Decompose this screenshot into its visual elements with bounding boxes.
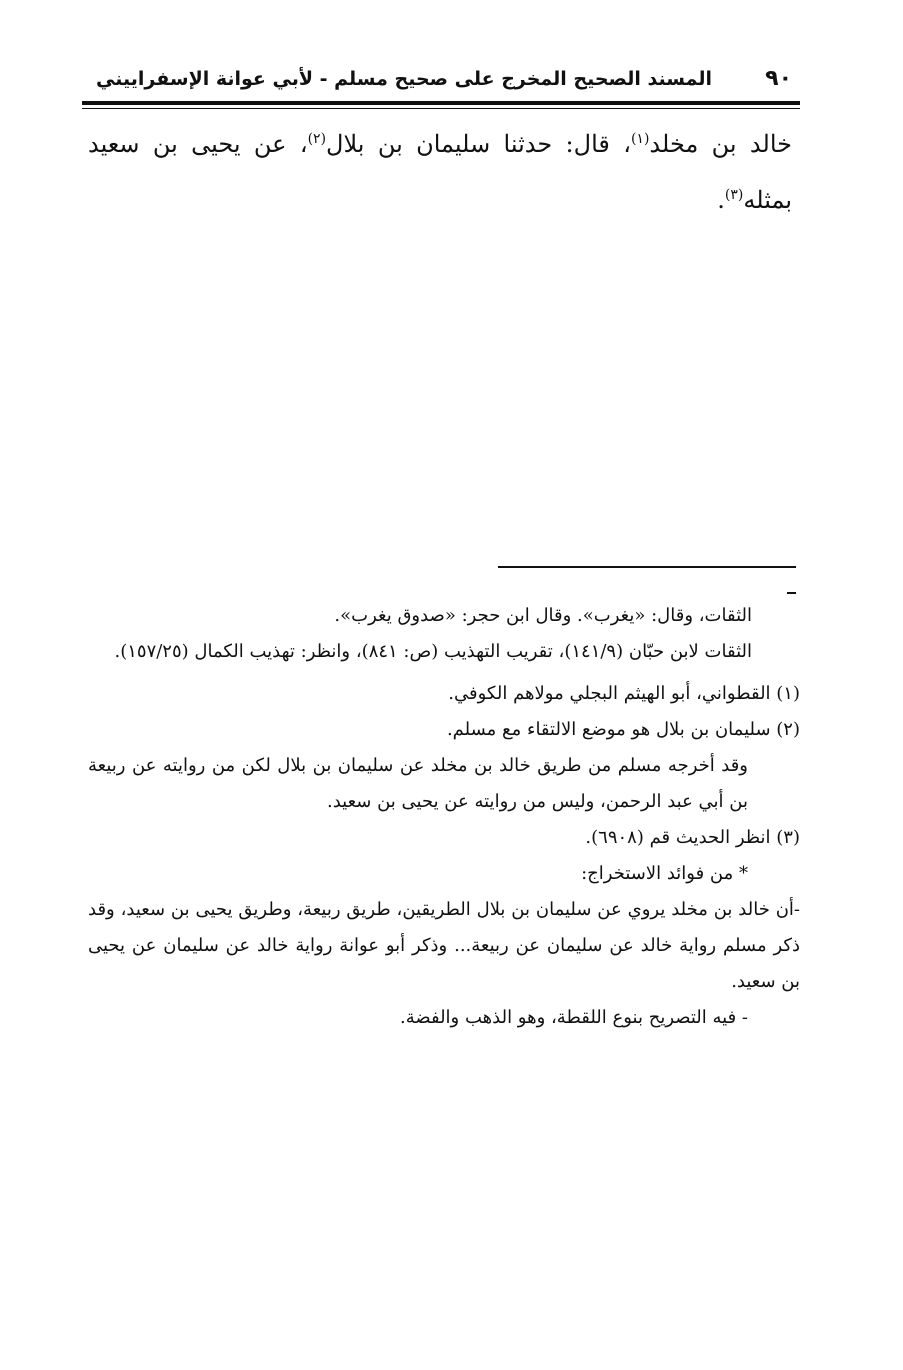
- benefits-heading: * من فوائد الاستخراج:: [581, 863, 748, 884]
- main-text-part: ، عن يحيى بن سعيد بمثله: [88, 130, 792, 214]
- footnote-2-continuation: وقد أخرجه مسلم من طريق خالد بن مخلد عن سليمان بن بلال لكن من روايته عن ربيعة بن أبي عبد الرحمن، وليس من روايته عن يحيى بن سعيد.: [88, 755, 748, 812]
- header-rule-thick: [82, 101, 800, 105]
- benefit-item: -أن خالد بن مخلد يروي عن سليمان بن بلال الطريقين، طريق ربيعة، وطريق يحيى بن سعيد، وقد ذكر مسلم رواية خالد عن سليمان عن ربيعة... وذكر أبو عوانة رواية خالد عن سليمان عن يحيى بن سعيد.: [88, 899, 800, 992]
- footnote-3: (٣) انظر الحديث قم (٦٩٠٨).: [585, 827, 800, 848]
- footnote-ref-3: (٣): [724, 187, 744, 203]
- footnotes: [88, 598, 800, 1036]
- continuation-marker: [787, 592, 796, 594]
- footnote-continuation: الثقات، وقال: «يغرب». وقال ابن حجر: «صدوق يغرب».: [334, 605, 752, 626]
- footnote-continuation: الثقات لابن حبّان (١٤١/٩)، تقريب التهذيب (ص: ٨٤١)، وانظر: تهذيب الكمال (١٥٧/٢٥).: [114, 641, 752, 662]
- main-paragraph: [88, 116, 792, 228]
- page-header: [82, 58, 800, 98]
- page-number: ٩٠: [765, 66, 792, 91]
- main-text-part: خالد بن مخلد: [649, 130, 792, 158]
- footnote-separator: [498, 566, 796, 568]
- footnote-ref-2: (٢): [307, 131, 327, 147]
- header-rule-thin: [82, 108, 800, 109]
- benefit-item: - فيه التصريح بنوع اللقطة، وهو الذهب والفضة.: [399, 1007, 748, 1028]
- footnote-2: (٢) سليمان بن بلال هو موضع الالتقاء مع مسلم.: [446, 719, 800, 740]
- footnote-1: (١) القطواني، أبو الهيثم البجلي مولاهم الكوفي.: [448, 683, 800, 704]
- main-text: [88, 116, 792, 228]
- footnote-ref-1: (١): [630, 131, 650, 147]
- main-text-part: .: [717, 186, 725, 214]
- running-title: المسند الصحيح المخرج على صحيح مسلم - لأبي عوانة الإسفراييني: [96, 68, 712, 90]
- main-text-part: ، قال: حدثنا سليمان بن بلال: [326, 130, 631, 158]
